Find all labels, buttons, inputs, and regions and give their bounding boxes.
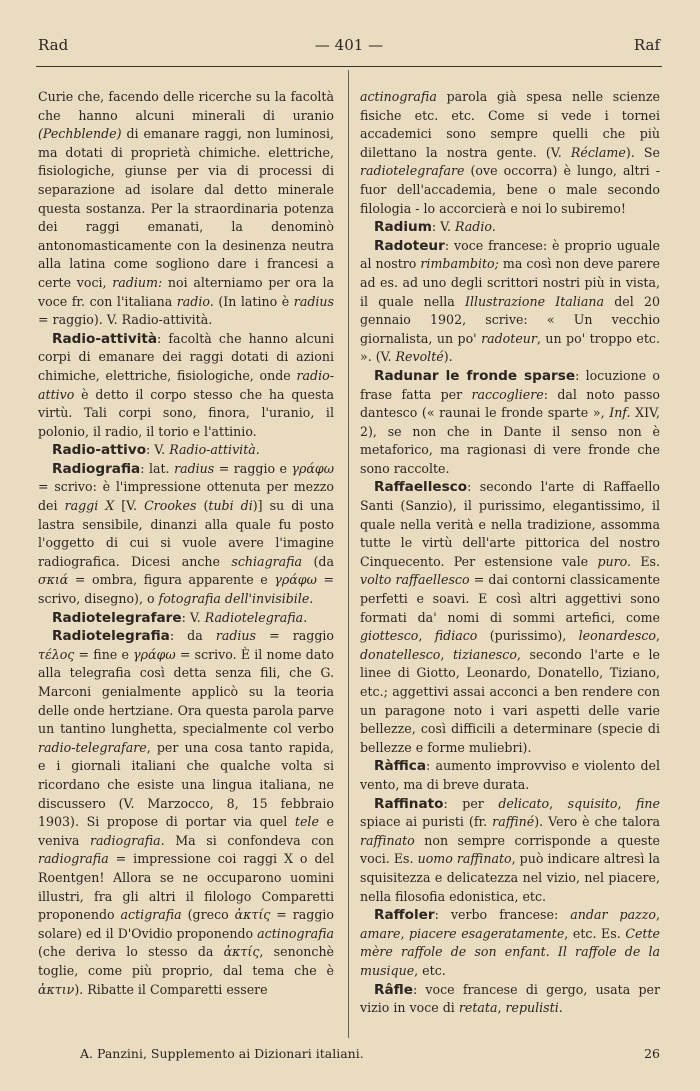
italic-term: ἀκτιν xyxy=(38,981,75,997)
entry-text: )] su di una lastra sensibile, dinanzi alla quale fu posto l'oggetto di cui si vuole avere l'imagine radiografica. Dicesi anche xyxy=(38,498,335,569)
italic-term: σκιά xyxy=(38,572,69,588)
entry-text: parola già spesa nelle scienze fisiche etc. etc. Come si vede i tornei accademici sono sempre quelli che più dilettano la nostra gente. (V. xyxy=(360,89,660,160)
italic-term: fine xyxy=(636,795,660,811)
italic-term: puro. xyxy=(597,553,631,569)
continuation-paragraph xyxy=(38,88,334,330)
entry-text: (greco xyxy=(181,907,235,923)
header-right-guideword: Raf xyxy=(633,36,660,54)
entry-text: : V. xyxy=(146,442,170,458)
page-number: — 401 — xyxy=(314,36,384,54)
entry-text: , per una cosa tanto rapida, e i giornali italiani che qualche volta si ricordano che esiste una lingua italiana, ne discussero (V. Marzocco, 8, 15 febbraio 1903). Si propose di portar via quel xyxy=(38,739,334,830)
italic-term: radoteur xyxy=(481,330,537,346)
entry-headword: Radoteur xyxy=(374,237,445,254)
italic-term: radio. xyxy=(176,293,214,309)
entry-text: ). xyxy=(443,349,453,365)
entry-text: Curie che, facendo delle ricerche su la facoltà che hanno alcuni minerali di uranio xyxy=(38,89,334,123)
entry-text: : locuzione o frase fatta per xyxy=(360,367,660,402)
dictionary-entry xyxy=(38,330,334,442)
italic-term: leonardesco xyxy=(578,628,656,644)
entry-text: ). Vero è che talora xyxy=(534,814,660,830)
entry-text: ). Ribatte il Comparetti essere xyxy=(74,981,268,997)
italic-term: radiotelegrafare xyxy=(360,163,465,179)
header-left-guideword: Rad xyxy=(38,36,69,54)
italic-term: Crookes xyxy=(144,498,197,514)
italic-term: Inf. xyxy=(609,405,631,421)
italic-term: ἀκτίς xyxy=(223,944,260,960)
dictionary-entry xyxy=(38,441,334,460)
italic-term: fidiaco xyxy=(434,628,478,644)
italic-term: radius xyxy=(293,293,334,309)
entry-text: , xyxy=(655,628,660,644)
italic-term: Revolté xyxy=(395,349,444,365)
entry-text: , xyxy=(497,1000,506,1016)
entry-text: = scrivo. È il nome dato alla telegrafia così detta senza fili, che G. Marconi genialmente applicò su la teoria delle onde hertziane. Ora questa parola parve un tantino lunghetta, specialmente col verbo xyxy=(38,646,335,737)
entry-text: (che deriva lo stesso da xyxy=(38,944,224,960)
entry-text: Es. xyxy=(631,553,660,569)
entry-text: = raggio xyxy=(256,628,334,644)
entry-text: , senonchè toglie, come più proprio, dal tema che è xyxy=(38,944,335,978)
entry-text: = scrivo: è l'impressione ottenuta per mezzo dei xyxy=(38,479,334,514)
running-header xyxy=(38,36,660,58)
entry-text: , secondo l'arte e le linee di Giotto, Leonardo, Donatello, Tiziano, etc.; aggettivi assai acconci a ben rendere con un paragone noto i vari aspetti delle varie bellezze, così difficili a determinare (specie di bellezze e forme muliebri). xyxy=(360,646,660,755)
italic-term: repulisti. xyxy=(505,1000,563,1016)
entry-headword: Radio-attivo xyxy=(52,442,147,459)
dictionary-entry xyxy=(38,460,334,609)
entry-headword: Radiografia xyxy=(52,460,141,477)
italic-term: delicato xyxy=(498,795,550,811)
italic-term: amare xyxy=(360,925,401,941)
footer-citation: A. Panzini, Supplemento ai Dizionari italiani. xyxy=(80,1046,364,1061)
entry-text: , xyxy=(418,628,435,644)
italic-term: giottesco xyxy=(360,628,419,644)
italic-term: γράφω xyxy=(274,572,317,588)
italic-term: radio-attivo xyxy=(38,367,334,402)
footer-signature: 26 xyxy=(644,1046,660,1061)
entry-headword: Râfle xyxy=(374,981,413,998)
italic-term: squisito xyxy=(567,795,618,811)
entry-text: = raggio e xyxy=(214,460,292,476)
italic-term: tubi di xyxy=(208,498,253,514)
italic-term: raffinato xyxy=(360,832,415,848)
entry-headword: Raffinato xyxy=(374,795,444,812)
italic-term: radium: xyxy=(112,274,163,290)
entry-headword: Raffaellesco xyxy=(374,479,468,496)
italic-term: Radiotelegrafia. xyxy=(204,609,308,625)
dictionary-entry xyxy=(360,478,660,757)
italic-term: actinografia xyxy=(257,925,334,941)
dictionary-entry xyxy=(38,609,334,628)
italic-term: volto raffaellesco xyxy=(360,572,470,588)
italic-term: γράφω xyxy=(291,460,335,476)
italic-term: Réclame xyxy=(570,144,626,160)
entry-text: ). Se xyxy=(625,144,660,160)
entry-text: è detto il corpo stesso che ha questa virtù. Tali corpi sono, finora, l'uranio, il polonio, il radio, il torio e l'attinio. xyxy=(38,386,334,439)
entry-text: : aumento improvviso e violento del vento, ma di breve durata. xyxy=(360,758,660,792)
entry-text: , può indicare altresì la squisitezza e delicatezza nel vizio, nel piacere, nella filosofia edonistica, etc. xyxy=(360,851,660,904)
italic-term: donatellesco xyxy=(360,646,441,662)
italic-term: raffiné xyxy=(492,814,535,830)
italic-term: uomo raffinato xyxy=(417,851,512,867)
right-column xyxy=(360,88,660,1018)
entry-headword: Radiotelegrafare xyxy=(52,609,182,626)
dictionary-entry xyxy=(360,367,660,479)
dictionary-entry xyxy=(360,981,660,1018)
dictionary-entry xyxy=(38,627,334,999)
entry-text: , xyxy=(549,795,568,811)
header-rule xyxy=(36,66,662,67)
entry-text: : per xyxy=(443,795,499,811)
entry-text: : da xyxy=(169,628,216,644)
entry-headword: Radunar le fronde sparse xyxy=(374,367,576,384)
entry-text: : V. xyxy=(431,219,456,235)
entry-text: ( xyxy=(196,498,209,514)
italic-term: radiografia. xyxy=(89,832,165,848)
entry-text: , etc. xyxy=(414,962,446,978)
entry-text: = ombra, figura apparente e xyxy=(68,572,275,588)
entry-text: , etc. Es. xyxy=(564,925,626,941)
entry-text: : facoltà che hanno alcuni corpi di emanare dei raggi dotati di azioni chimiche, elettriche, fisiologiche, onde xyxy=(38,330,334,383)
italic-term: radiografia xyxy=(38,851,109,867)
entry-text: = impressione coi raggi X o del Roentgen! Allora se ne occuparono uomini illustri, fra gli altri il filologo Comparetti proponendo xyxy=(38,851,334,923)
italic-term: ἀκτίς xyxy=(234,907,271,923)
entry-headword: Radium xyxy=(374,219,432,236)
entry-text: , xyxy=(440,646,453,662)
entry-headword: Radiotelegrafia xyxy=(52,628,170,645)
italic-term: piacere esageratamente xyxy=(409,925,565,941)
left-column xyxy=(38,88,334,999)
italic-term: Illustrazione Italiana xyxy=(465,293,604,309)
entry-headword: Ràffica xyxy=(374,758,427,775)
italic-term: radio-telegrafare xyxy=(38,739,147,755)
page-footer xyxy=(80,1046,660,1061)
italic-term: radius xyxy=(174,460,215,476)
dictionary-entry xyxy=(360,237,660,367)
italic-term: τέλος xyxy=(38,646,75,662)
entry-text: : dal noto passo dantesco (« raunai le fronde sparte », xyxy=(360,386,661,421)
entry-text: del 20 gennaio 1902, scrive: « Un vecchio giornalista, un po' xyxy=(360,293,661,346)
entry-text: : lat. xyxy=(140,460,175,476)
entry-text: : voce francese di gergo, usata per vizio in voce di xyxy=(360,981,660,1016)
entry-text: noi alterniamo per ora la voce fr. con l'italiana xyxy=(38,274,334,309)
entry-text: (purissimo), xyxy=(477,628,579,644)
entry-text: [V. xyxy=(114,498,145,514)
entry-text: di emanare raggi, non luminosi, ma dotati di proprietà chimiche. elettriche, fisiologiche, giunse per via di processi di separazione ad isolare dal detto minerale questa sostanza. Per la straordinaria potenza dei raggi emanati, la denominò antonomasticamente con la desinenza neutra alla latina come sogliono dare i francesi a certe voci, xyxy=(38,126,334,290)
italic-term: raccogliere xyxy=(471,386,544,402)
continuation-paragraph xyxy=(360,88,660,218)
italic-term: (Pechblende) xyxy=(38,126,122,142)
entry-text: spiace ai puristi (fr. xyxy=(360,814,493,830)
column-divider xyxy=(348,70,349,1038)
italic-term: Radio. xyxy=(455,219,496,235)
entry-text: , xyxy=(617,795,637,811)
entry-headword: Radio-attività xyxy=(52,330,158,347)
italic-term: Cette mère raffole de son enfant. Il raffole de la musique xyxy=(360,925,660,978)
dictionary-entry xyxy=(360,218,660,237)
italic-term: actigrafia xyxy=(120,907,182,923)
italic-term: radius xyxy=(215,628,257,644)
dictionary-entry xyxy=(360,795,660,907)
entry-text: = dai contorni classicamente perfetti e soavi. E così altri aggettivi sono formati da' nomi di sommi artefici, come xyxy=(360,572,660,625)
italic-term: actinografia xyxy=(360,89,437,104)
entry-text: ma così non deve parere ad es. ad uno degli scrittori nostri più in vista, il quale nella xyxy=(360,256,660,309)
entry-text: (In latino è xyxy=(213,293,294,309)
italic-term: andar pazzo xyxy=(570,907,656,923)
entry-text: , xyxy=(655,907,660,923)
entry-text: : secondo l'arte di Raffaello Santi (Sanzio), il purissimo, elegantissimo, il quale nella verità e nella tradizione, assomma tutte le virtù dell'arte pittorica del nostro Cinquecento. Per estensione vale xyxy=(360,479,660,569)
italic-term: tizianesco xyxy=(452,646,517,662)
entry-text: : V. xyxy=(181,609,205,625)
entry-text: = raggio). V. Radio-attività. xyxy=(38,312,213,328)
entry-text: = raggio solare) ed il D'Ovidio proponendo xyxy=(38,907,334,941)
italic-term: Radio-attività. xyxy=(169,442,260,458)
entry-text: : verbo francese: xyxy=(434,907,571,923)
dictionary-entry xyxy=(360,906,660,980)
dictionary-entry xyxy=(360,757,660,794)
entry-text: , xyxy=(400,925,410,941)
entry-text: = scrivo, disegno), o xyxy=(38,572,335,607)
entry-text: = fine e xyxy=(74,646,134,662)
italic-term: schiagrafia xyxy=(231,553,303,569)
entry-headword: Raffoler xyxy=(374,907,435,924)
entry-text: (ove occorra) è lungo, altri - fuor dell'accademia, bene o male secondo filologia - lo accorcierà e noi lo subiremo! xyxy=(360,163,660,216)
italic-term: retata xyxy=(458,1000,498,1016)
entry-text: : voce francese: è proprio uguale al nostro xyxy=(360,237,660,272)
entry-text: non sempre corrisponde a queste voci. Es. xyxy=(360,832,660,867)
entry-text: (da xyxy=(302,553,334,569)
entry-text: Ma si confondeva con xyxy=(164,832,334,848)
italic-term: tele xyxy=(294,814,319,830)
entry-text: e veniva xyxy=(38,814,334,848)
entry-text: XIV, 2), se non che in Dante il senso non è metaforico, ma ragionasi di vere fronde che sono raccolte. xyxy=(360,405,660,476)
entry-text: , un po' troppo etc. ». (V. xyxy=(360,330,660,365)
italic-term: γράφω xyxy=(133,646,176,662)
italic-term: rimbambito; xyxy=(420,256,499,272)
italic-term: fotografia dell'invisibile. xyxy=(158,591,314,607)
italic-term: raggi X xyxy=(64,498,115,514)
